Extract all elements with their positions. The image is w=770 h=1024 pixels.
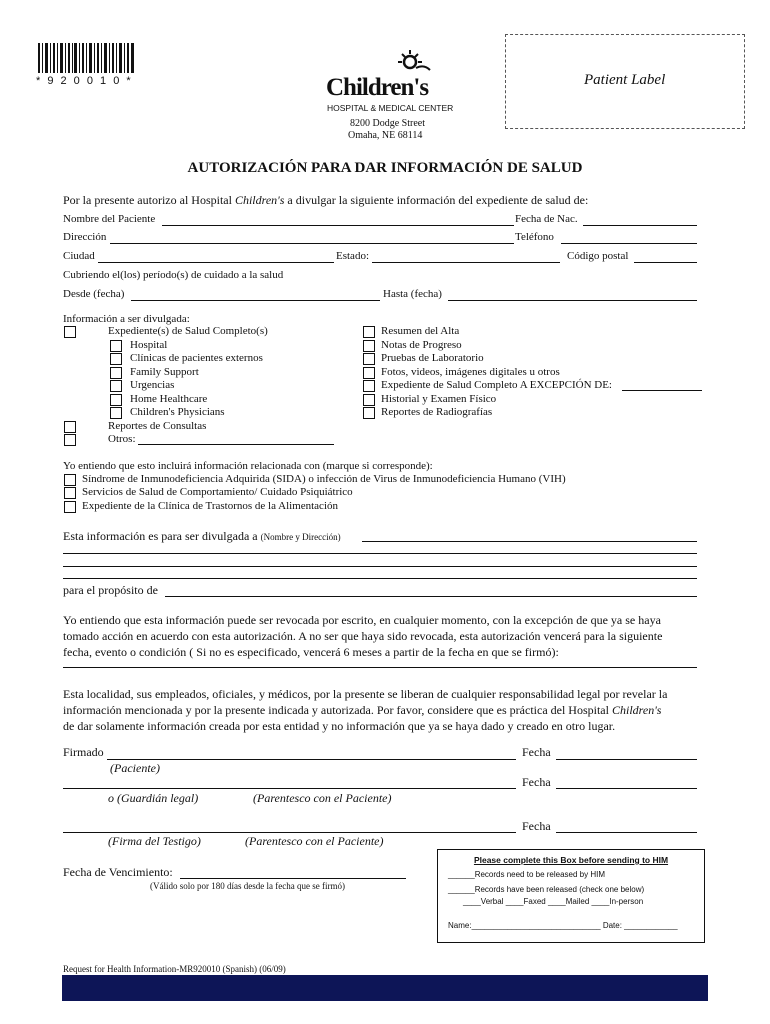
vencimiento-field[interactable] [180, 878, 406, 879]
footer-bar [62, 975, 708, 1001]
him-box-title: Please complete this Box before sending to HIM [473, 855, 669, 865]
right-item-label: Historial y Examen Físico [381, 393, 497, 405]
address-line-1: 8200 Dodge Street [350, 118, 425, 129]
otros-checkbox[interactable] [64, 434, 76, 446]
intro-text [63, 194, 588, 207]
patient-label-box[interactable] [505, 34, 745, 129]
revocation-paragraph [63, 612, 662, 660]
sub-item-checkbox-family-support[interactable] [110, 367, 122, 379]
sensitive-item-label: Servicios de Salud de Comportamiento/ Cuidado Psiquiátrico [82, 486, 353, 498]
sensitive-heading: Yo entiendo que esto incluirá información relacionada con (marque si corresponde): [63, 460, 433, 472]
right-item-checkbox-excepcion[interactable] [363, 380, 375, 392]
expediente-checkbox[interactable] [64, 326, 76, 338]
fecha-field-3[interactable] [556, 832, 697, 833]
right-item-label: Fotos, videos, imágenes digitales u otros [381, 366, 560, 378]
barcode-text: * 9 2 0 0 1 0 * [36, 75, 133, 87]
otros-label: Otros: [108, 433, 136, 445]
liability-line-1: Esta localidad, sus empleados, oficiales, y médicos, por la presente se liberan de cualquier responsabilidad legal por revelar la [63, 687, 668, 701]
revocation-line: fecha, evento o condición ( Si no es especificado, vencerá 6 meses a partir de la fecha en que se firmó): [63, 645, 559, 659]
hasta-field[interactable] [448, 300, 697, 301]
right-item-checkbox-notas[interactable] [363, 340, 375, 352]
him-box-line-1[interactable]: ______Records need to be released by HIM [448, 870, 605, 879]
sensitive-item-label: Síndrome de Inmunodeficiencia Adquirida (SIDA) o infección de Virus de Inmunodeficiencia Humano (VIH) [82, 473, 566, 485]
expediente-label: Expediente(s) de Salud Completo(s) [108, 325, 268, 337]
right-item-label: Resumen del Alta [381, 325, 460, 337]
liability-line-2-pre: información mencionada y por la presente indicada y autorizada. Por favor, considere que es práctica del Hospital [63, 703, 612, 717]
release-to-field-1[interactable] [362, 541, 697, 542]
info-heading: Información a ser divulgada: [63, 313, 190, 325]
direccion-field[interactable] [110, 243, 514, 244]
excepcion-field[interactable] [622, 390, 702, 391]
paciente-caption: (Paciente) [110, 761, 160, 775]
sub-item-label: Hospital [130, 339, 168, 351]
him-box-line-4[interactable]: Name:_____________________________ Date: ____________ [448, 921, 678, 930]
fecha-label-3: Fecha [522, 819, 551, 833]
guardian-signature-field[interactable] [63, 788, 516, 789]
footer-text: Request for Health Information-MR920010 (Spanish) (06/09) [63, 964, 286, 974]
sensitive-item-label: Expediente de la Clínica de Trastornos de la Alimentación [82, 500, 338, 512]
telefono-label: Teléfono [515, 231, 554, 243]
cubriendo-label: Cubriendo el(los) período(s) de cuidado a la salud [63, 269, 284, 281]
right-item-checkbox-historial[interactable] [363, 394, 375, 406]
codigo-postal-label: Código postal [567, 250, 629, 262]
fecha-nac-field[interactable] [583, 225, 697, 226]
release-to-field-2[interactable] [63, 553, 697, 554]
reportes-consultas-label: Reportes de Consultas [108, 420, 207, 432]
ciudad-label: Ciudad [63, 250, 95, 262]
barcode-bars [38, 43, 134, 73]
alimentacion-checkbox[interactable] [64, 501, 76, 513]
right-item-checkbox-pruebas[interactable] [363, 353, 375, 365]
parentesco-caption-1: (Parentesco con el Paciente) [253, 791, 392, 805]
codigo-postal-field[interactable] [634, 262, 697, 263]
him-box [437, 849, 705, 943]
fecha-nac-label: Fecha de Nac. [515, 213, 578, 225]
vencimiento-note: (Válido solo por 180 días desde la fecha que se firmó) [150, 881, 345, 891]
purpose-field[interactable] [165, 596, 697, 597]
sub-item-checkbox-hospital[interactable] [110, 340, 122, 352]
barcode [36, 43, 136, 87]
nombre-field[interactable] [162, 225, 514, 226]
testigo-caption: (Firma del Testigo) [108, 834, 201, 848]
fecha-field-2[interactable] [556, 788, 697, 789]
parentesco-caption-2: (Parentesco con el Paciente) [245, 834, 384, 848]
him-box-line-2[interactable]: ______Records have been released (check one below) [448, 885, 645, 894]
liability-line-3: de dar solamente información creada por esta entidad y no información que ya se haya dado y creado en otro lugar. [63, 719, 616, 733]
form-title: AUTORIZACIÓN PARA DAR INFORMACIÓN DE SALUD [187, 160, 583, 176]
revocation-line: tomado acción en acuerdo con esta autorización. A no ser que haya sido revocada, esta autorización vencerá para la siguiente [63, 629, 663, 643]
sub-item-checkbox-urgencias[interactable] [110, 380, 122, 392]
nombre-label: Nombre del Paciente [63, 213, 156, 225]
desde-label: Desde (fecha) [63, 288, 125, 300]
guardian-caption: o (Guardián legal) [108, 791, 199, 805]
vencimiento-label: Fecha de Vencimiento: [63, 865, 173, 879]
sida-vih-checkbox[interactable] [64, 474, 76, 486]
release-to-field-4[interactable] [63, 578, 697, 579]
firmado-label: Firmado [63, 745, 104, 759]
right-item-checkbox-resumen[interactable] [363, 326, 375, 338]
liability-line-2 [63, 702, 667, 718]
liability-paragraph [63, 686, 667, 734]
patient-signature-field[interactable] [107, 759, 516, 760]
hasta-label: Hasta (fecha) [383, 288, 442, 300]
sub-item-label: Children's Physicians [130, 406, 225, 418]
right-item-label: Notas de Progreso [381, 339, 462, 351]
otros-field[interactable] [138, 444, 334, 445]
revocation-line: Yo entiendo que esta información puede ser revocada por escrito, en cualquier momento, con la excepción de que ya se haya [63, 613, 661, 627]
witness-signature-field[interactable] [63, 832, 516, 833]
right-item-label: Pruebas de Laboratorio [381, 352, 484, 364]
release-small: (Nombre y Dirección) [260, 532, 341, 542]
release-to-label [63, 530, 341, 544]
sub-item-checkbox-clinicas[interactable] [110, 353, 122, 365]
logo-name: Children's [326, 74, 429, 101]
reportes-consultas-checkbox[interactable] [64, 421, 76, 433]
release-to-field-3[interactable] [63, 566, 697, 567]
address-line-2: Omaha, NE 68114 [348, 130, 423, 141]
expiration-condition-field[interactable] [63, 667, 697, 668]
right-item-label: Expediente de Salud Completo A EXCEPCIÓN DE: [381, 379, 612, 391]
sub-item-label: Urgencias [130, 379, 175, 391]
release-label: Esta información es para ser divulgada a [63, 529, 258, 543]
sub-item-label: Family Support [130, 366, 199, 378]
logo-subtitle: HOSPITAL & MEDICAL CENTER [327, 103, 454, 113]
fecha-label-2: Fecha [522, 775, 551, 789]
intro-italic: Children's [234, 193, 285, 207]
desde-field[interactable] [131, 300, 380, 301]
right-item-checkbox-fotos[interactable] [363, 367, 375, 379]
him-box-line-3[interactable]: ____Verbal ____Faxed ____Mailed ____In-person [463, 897, 644, 906]
sub-item-checkbox-physicians[interactable] [110, 407, 122, 419]
sub-item-label: Clínicas de pacientes externos [130, 352, 263, 364]
telefono-field[interactable] [561, 243, 697, 244]
intro-pre: Por la presente autorizo al Hospital [63, 193, 235, 207]
sub-item-label: Home Healthcare [130, 393, 208, 405]
liability-line-2-italic: Children's [611, 703, 662, 717]
fecha-field-1[interactable] [556, 759, 697, 760]
right-item-label: Reportes de Radiografías [381, 406, 493, 418]
sub-item-checkbox-home-healthcare[interactable] [110, 394, 122, 406]
direccion-label: Dirección [63, 231, 107, 243]
right-item-checkbox-radiografias[interactable] [363, 407, 375, 419]
hospital-logo [326, 46, 454, 116]
intro-post: a divulgar la siguiente información del expediente de salud de: [284, 193, 589, 207]
psiquiatrico-checkbox[interactable] [64, 487, 76, 499]
patient-label-text: Patient Label [584, 72, 666, 88]
estado-label: Estado: [336, 250, 369, 262]
ciudad-field[interactable] [98, 262, 334, 263]
fecha-label-1: Fecha [522, 745, 551, 759]
estado-field[interactable] [372, 262, 560, 263]
purpose-label: para el propósito de [63, 583, 158, 597]
